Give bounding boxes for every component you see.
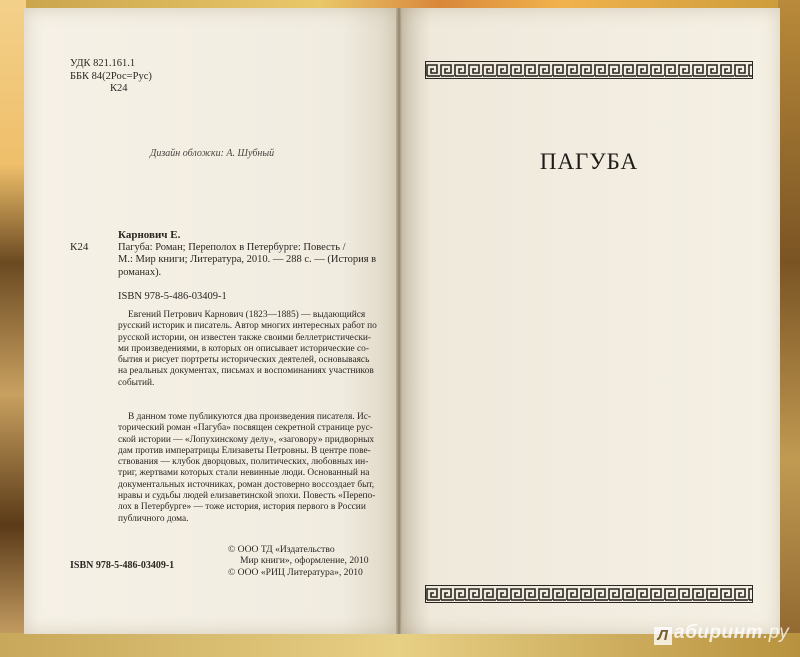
paragraph-line: нравы и судьбы людей елизаветинской эпохи. Повесть «Перепо- (118, 491, 376, 502)
greek-key-icon (426, 62, 752, 78)
bbk-code: ББК 84(2Рос=Рус) (70, 70, 152, 82)
greek-key-ornament-top (425, 61, 753, 79)
paragraph-line: триг, жертвами которых стали невинные люди. Основанный на (118, 468, 370, 479)
isbn-bottom: ISBN 978-5-486-03409-1 (70, 560, 175, 571)
cover-design-credit: Дизайн обложки: А. Шубный (150, 148, 275, 159)
paragraph-line: на реальных документах, письмах и воспоминаниях участников (118, 366, 374, 377)
background-left-edge (0, 0, 26, 657)
isbn: ISBN 978-5-486-03409-1 (118, 291, 227, 302)
paragraph-line: дам против императрицы Елизаветы Петровны. В центре пове- (118, 445, 371, 456)
paragraph-line: документальных источниках, роман достоверно воссоздает быт, (118, 479, 375, 490)
paragraph-line: лох в Петербурге» — тоже история, история первого в России (118, 502, 366, 513)
library-codes (70, 58, 152, 96)
biblio-line: М.: Мир книги; Литература, 2010. — 288 с. — (История в (118, 254, 377, 266)
paragraph-line: русской истории, он известен также своими беллетристически- (118, 332, 372, 343)
catalog-label: К24 (70, 241, 89, 253)
paragraph-line: В данном томе публикуются два произведения писателя. Ис- (128, 412, 372, 422)
udk-code: УДК 821.161.1 (70, 58, 136, 69)
annotation-paragraph-author (118, 310, 400, 389)
right-page (400, 8, 780, 634)
copyright-notice (228, 544, 369, 578)
bibliographic-description (118, 242, 398, 279)
paragraph-line: русский историк и писатель. Автор многих интересных работ по (118, 321, 377, 332)
labirint-logo-icon: Л (654, 627, 672, 645)
labirint-watermark (654, 622, 789, 645)
author-mark-code: К24 (110, 83, 128, 94)
paragraph-line: торический роман «Пагуба» посвящен секретной странице рус- (118, 423, 373, 434)
watermark-domain: .ру (763, 622, 790, 643)
background-right-edge (778, 0, 800, 657)
paragraph-line: ствования — клубок дворцовых, политических, любовных ин- (118, 457, 369, 468)
paragraph-line: публичного дома. (118, 513, 189, 524)
greek-key-ornament-bottom (425, 585, 753, 603)
greek-key-icon (426, 586, 752, 602)
watermark-text: абиринт (674, 622, 764, 643)
paragraph-line: бытия и рисует портреты исторических деятелей, основываясь (118, 355, 370, 366)
paragraph-line: Евгений Петрович Карнович (1823—1885) — выдающийся (128, 310, 366, 320)
author-heading: Карнович Е. (118, 229, 181, 241)
copyright-line: © ООО «РИЦ Литература», 2010 (228, 566, 363, 578)
paragraph-line: событий. (118, 377, 155, 388)
paragraph-line: ской истории — «Лопухинскому делу», «заговору» придворных (118, 434, 375, 445)
copyright-line: © ООО ТД «Издательство (228, 544, 335, 555)
book-title: ПАГУБА (539, 149, 639, 174)
annotation-paragraph-contents (118, 412, 400, 525)
copyright-line: Мир книги», оформление, 2010 (228, 555, 369, 567)
biblio-line: романах). (118, 266, 162, 278)
biblio-line: Пагуба: Роман; Переполох в Петербурге: Повесть / (118, 242, 346, 253)
paragraph-line: ми произведениями, в которых он описывает исторические со- (118, 343, 369, 354)
